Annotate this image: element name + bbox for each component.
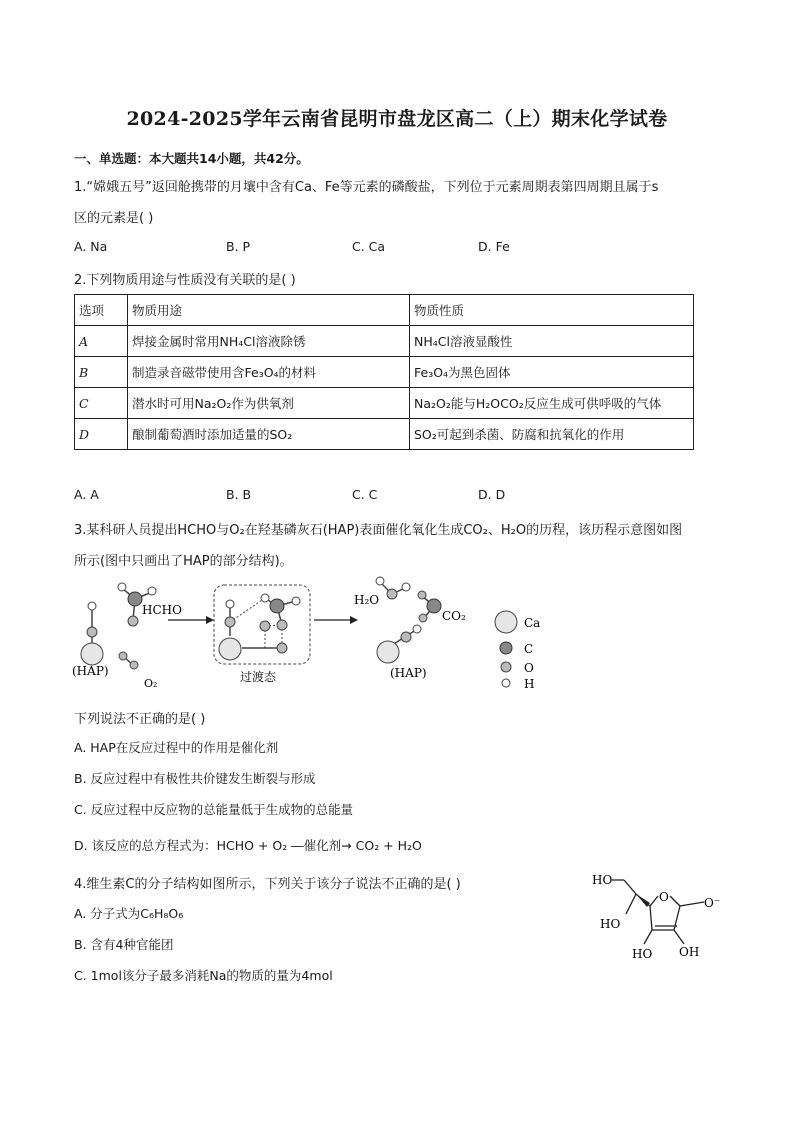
section-heading: 一、单选题：本大题共14小题，共42分。 xyxy=(74,151,309,166)
q3-line1: 3.某科研人员提出HCHO与O₂在羟基磷灰石(HAP)表面催化氧化生成CO₂、H₂O的历程，该历程示意图如图 xyxy=(74,523,683,538)
hap-label-right: (HAP) xyxy=(390,666,427,680)
structure-label-o-minus: O⁻ xyxy=(704,896,721,910)
transition-state-structure xyxy=(219,594,300,660)
o2-molecule xyxy=(119,652,138,669)
q4-stem: 4.维生素C的分子结构如图所示，下列关于该分子说法不正确的是( ) xyxy=(74,877,461,892)
q4-option-c: C. 1mol该分子最多消耗Na的物质的量为4mol xyxy=(74,968,333,983)
co2-molecule xyxy=(418,591,441,622)
legend-o: O xyxy=(524,661,534,675)
q2-option-d: D. D xyxy=(478,487,506,502)
q1-line1: 1.“嫦娥五号”返回舱携带的月壤中含有Ca、Fe等元素的磷酸盐，下列位于元素周期表第四周期且属于s xyxy=(74,180,659,195)
legend-h: H xyxy=(524,677,535,691)
legend-c: C xyxy=(524,642,534,656)
hcho-label: HCHO xyxy=(142,603,182,617)
table-cell: 焊接金属时常用NH₄Cl溶液除锈 xyxy=(128,326,410,357)
table-header-cell: 选项 xyxy=(75,295,128,326)
structure-label-ho-left: HO xyxy=(600,917,621,931)
q2-table xyxy=(74,294,694,450)
table-cell: 酿制葡萄酒时添加适量的SO₂ xyxy=(128,419,410,450)
q1-line2: 区的元素是( ) xyxy=(74,211,154,226)
atom-legend xyxy=(495,611,517,687)
q4-option-a: A. 分子式为C₆H₈O₆ xyxy=(74,906,184,921)
vitamin-c-structure xyxy=(584,866,734,966)
arrow-head-icon xyxy=(350,616,358,624)
q1-option-b: B. P xyxy=(226,239,251,254)
table-cell: A xyxy=(75,326,128,357)
h2o-molecule xyxy=(376,577,410,599)
q2-option-a: A. A xyxy=(74,487,99,502)
q2-option-c: C. C xyxy=(352,487,378,502)
table-row xyxy=(75,419,694,450)
table-cell: Na₂O₂能与H₂OCO₂反应生成可供呼吸的气体 xyxy=(410,388,694,419)
table-cell: 制造录音磁带使用含Fe₃O₄的材料 xyxy=(128,357,410,388)
table-cell: NH₄Cl溶液显酸性 xyxy=(410,326,694,357)
co2-label: CO₂ xyxy=(442,609,466,623)
q1-option-c: C. Ca xyxy=(352,239,386,254)
page-title: 2024-2025学年云南省昆明市盘龙区高二（上）期末化学试卷 xyxy=(126,108,668,130)
q1-option-d: D. Fe xyxy=(478,239,510,254)
table-cell: Fe₃O₄为黑色固体 xyxy=(410,357,694,388)
q2-option-b: B. B xyxy=(226,487,252,502)
table-header-cell: 物质用途 xyxy=(128,295,410,326)
arrow-head-icon xyxy=(206,616,214,624)
table-cell: SO₂可起到杀菌、防腐和抗氧化的作用 xyxy=(410,419,694,450)
q3-sub-question: 下列说法不正确的是( ) xyxy=(74,712,206,727)
structure-label-ho-top: HO xyxy=(592,873,613,887)
table-row xyxy=(75,357,694,388)
hap-structure-right xyxy=(377,625,421,663)
structure-label-ring-o: O xyxy=(659,890,669,904)
q3-line2: 所示(图中只画出了HAP的部分结构)。 xyxy=(74,554,293,569)
table-cell: B xyxy=(75,357,128,388)
structure-label-oh-bottom: OH xyxy=(679,945,700,959)
hap-structure-left xyxy=(81,602,103,665)
table-cell: 潜水时可用Na₂O₂作为供氧剂 xyxy=(128,388,410,419)
q2-stem: 2.下列物质用途与性质没有关联的是( ) xyxy=(74,273,296,288)
transition-state-label: 过渡态 xyxy=(240,670,277,684)
table-header-row xyxy=(75,295,694,326)
h2o-label: H₂O xyxy=(354,593,380,607)
table-cell: D xyxy=(75,419,128,450)
q4-option-b: B. 含有4种官能团 xyxy=(74,937,174,952)
wedge-bond-icon xyxy=(636,894,650,907)
q3-option-b: B. 反应过程中有极性共价键发生断裂与形成 xyxy=(74,771,316,786)
reaction-mechanism-figure xyxy=(60,570,560,700)
structure-label-ho-bottom: HO xyxy=(632,947,653,961)
table-header-cell: 物质性质 xyxy=(410,295,694,326)
vitamin-c-bonds xyxy=(612,880,704,944)
table-row xyxy=(75,326,694,357)
table-cell: C xyxy=(75,388,128,419)
o2-label: O₂ xyxy=(144,677,158,690)
q1-option-a: A. Na xyxy=(74,239,108,254)
q3-option-a: A. HAP在反应过程中的作用是催化剂 xyxy=(74,740,279,755)
hap-label-left: (HAP) xyxy=(72,664,109,678)
q3-option-d: D. 该反应的总方程式为：HCHO + O₂ ―催化剂→ CO₂ + H₂O xyxy=(74,838,422,853)
legend-ca: Ca xyxy=(524,616,541,630)
q3-option-c: C. 反应过程中反应物的总能量低于生成物的总能量 xyxy=(74,802,354,817)
table-row xyxy=(75,388,694,419)
